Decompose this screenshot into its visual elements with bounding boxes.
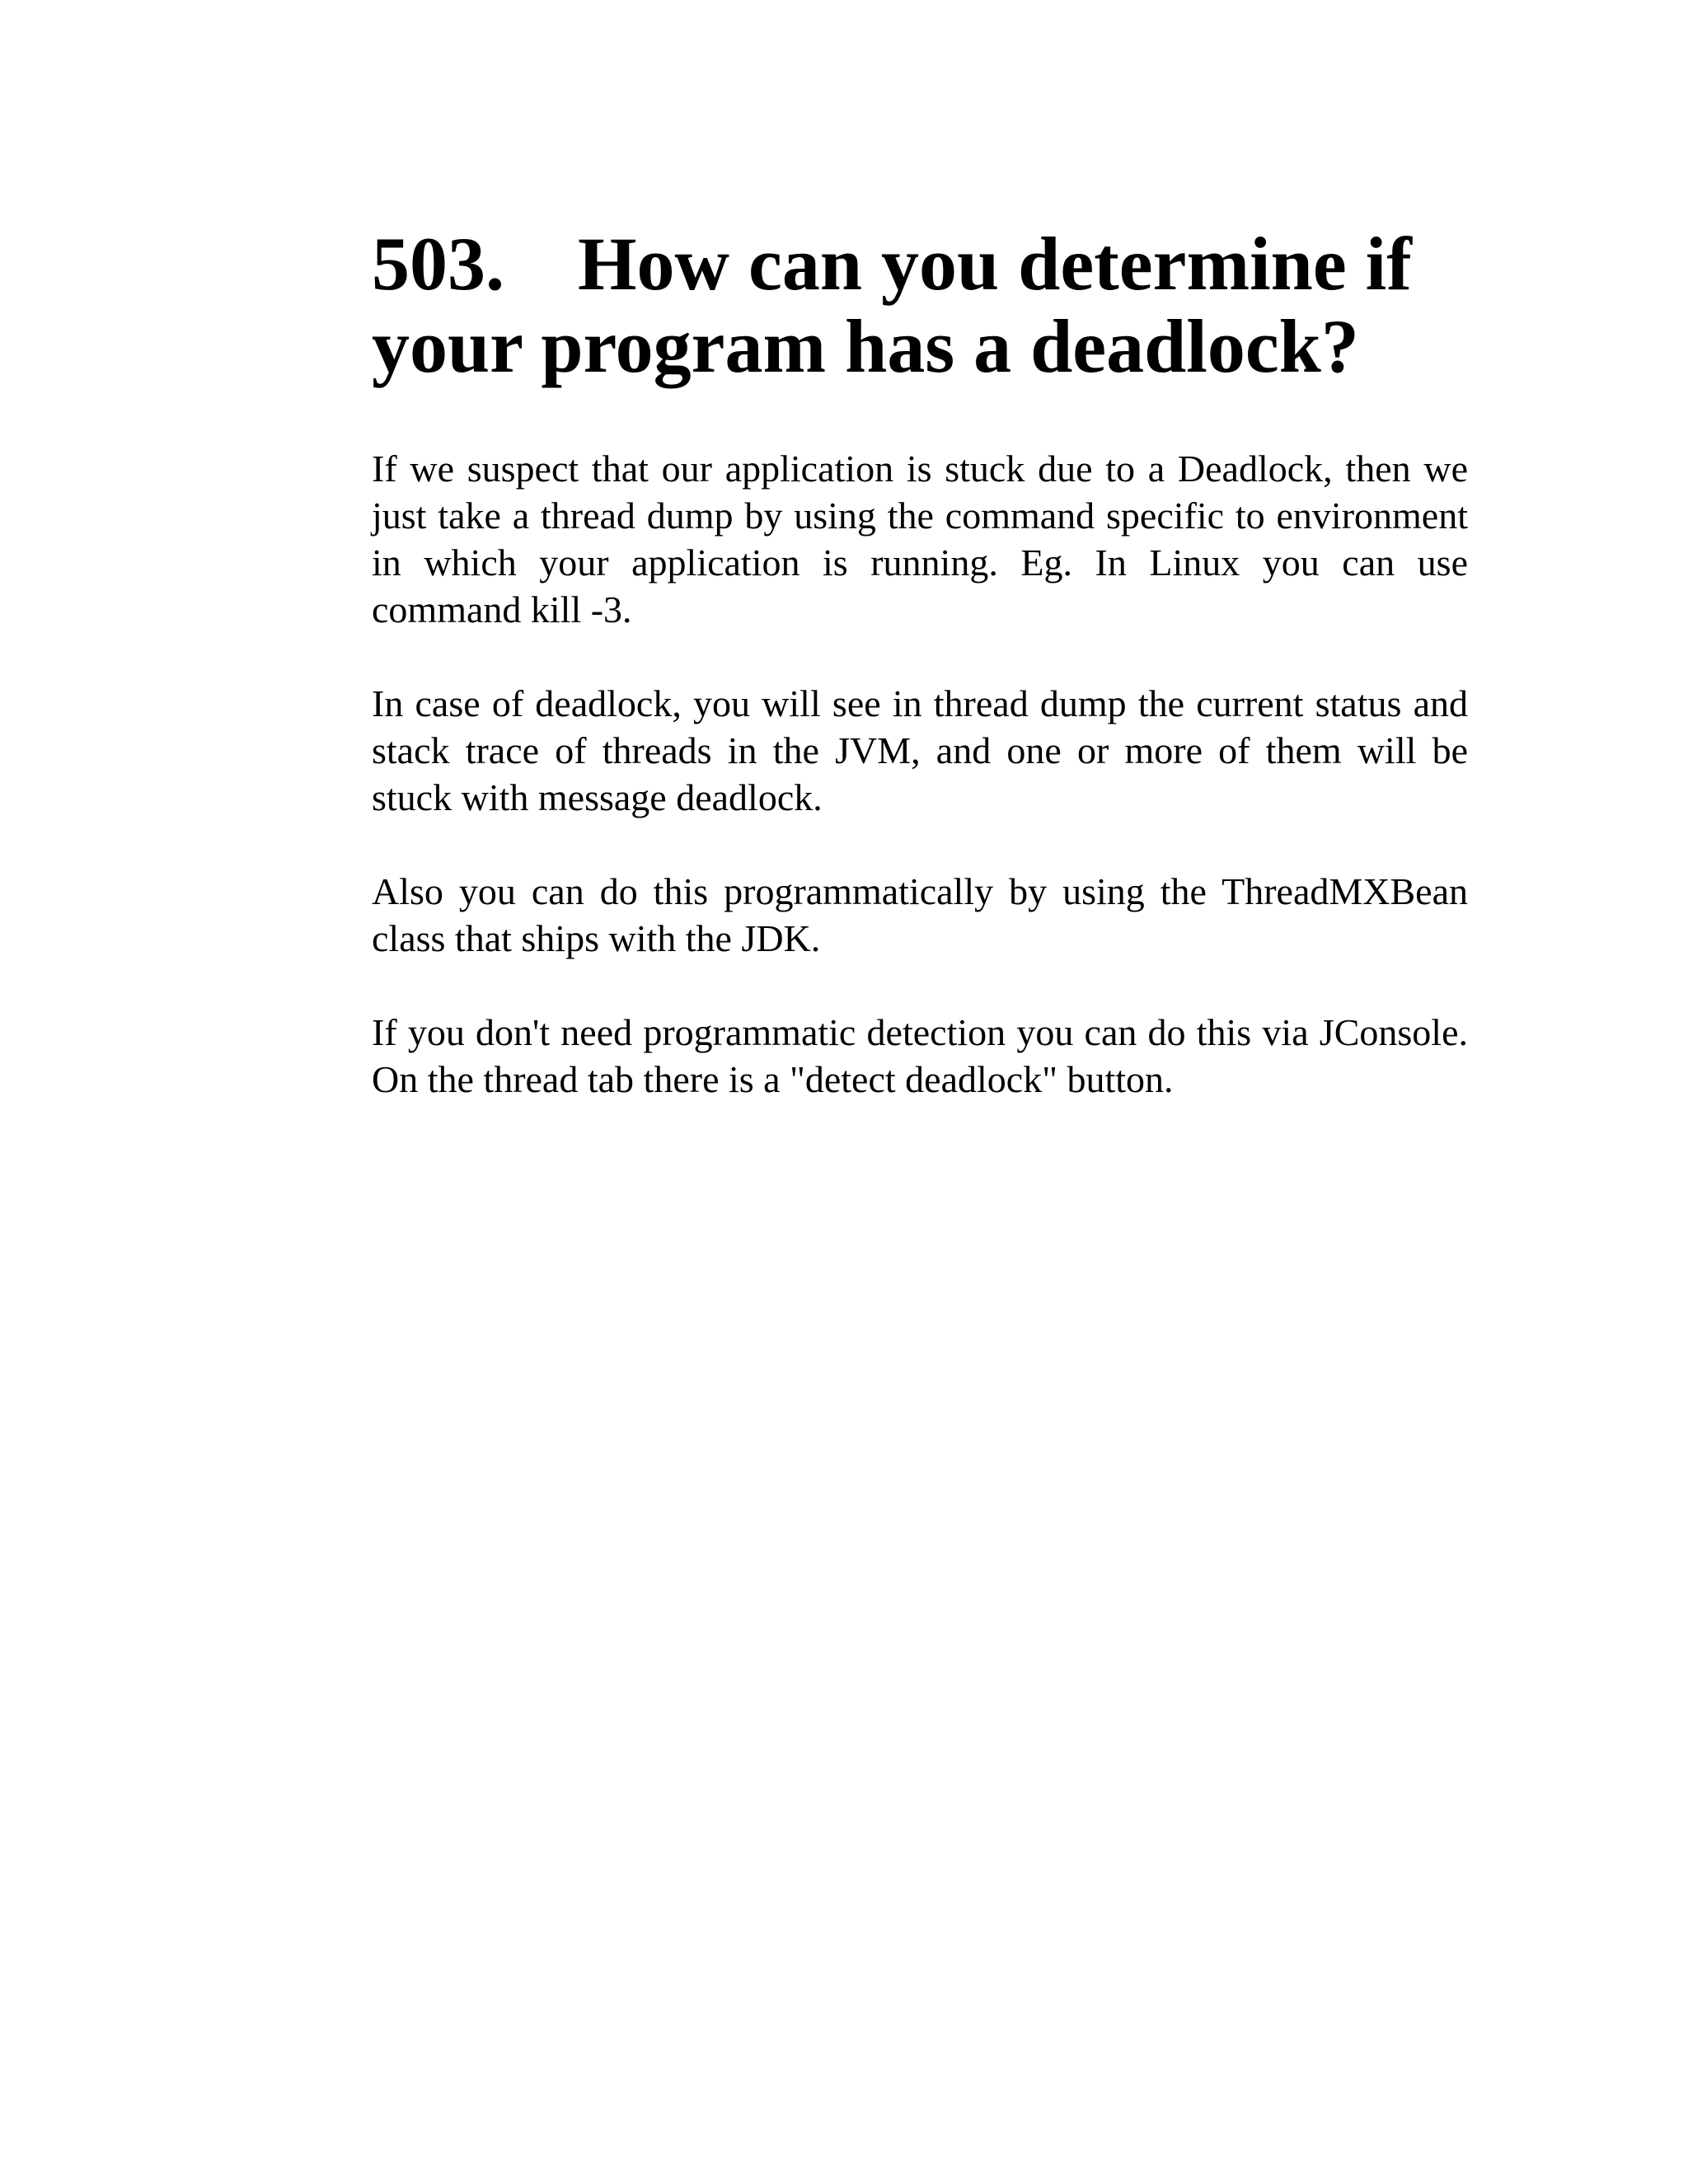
paragraph-jconsole: If you don't need programmatic detection you can do this via JConsole. On the thread tab there is a "detect deadlock" button. <box>372 1011 1468 1100</box>
question-number: 503. <box>372 222 504 306</box>
question-title: How can you determine if your program has a deadlock? <box>372 222 1412 388</box>
page-content <box>372 223 1468 1150</box>
paragraph-threadmxbean: Also you can do this programmatically by using the ThreadMXBean class that ships with the JDK. <box>372 870 1468 959</box>
paragraph-deadlock-status: In case of deadlock, you will see in thread dump the current status and stack trace of threads in the JVM, and one or more of them will be stuck with message deadlock. <box>372 682 1468 818</box>
paragraph-thread-dump: If we suspect that our application is stuck due to a Deadlock, then we just take a thread dump by using the command specific to environment in which your application is running. Eg. In Linux you can use command kill -3. <box>372 448 1468 630</box>
question-heading <box>372 223 1468 387</box>
